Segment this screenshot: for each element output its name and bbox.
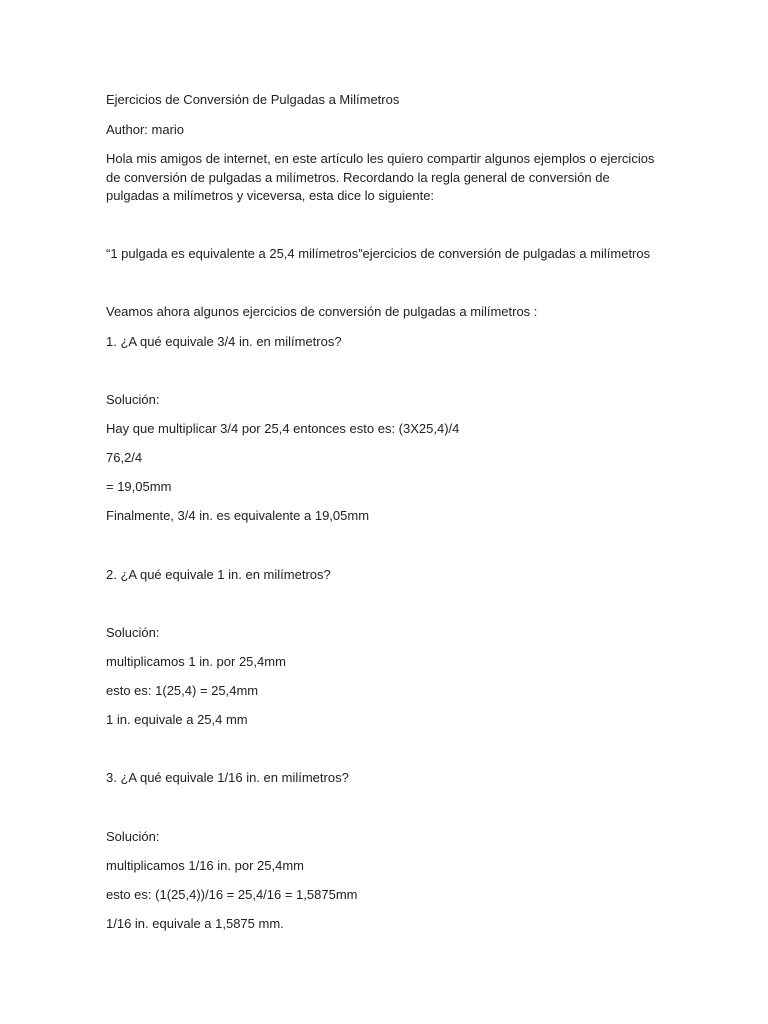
exercise-3-step: esto es: (1(25,4))/16 = 25,4/16 = 1,5875mm <box>106 887 358 902</box>
intro-paragraph: Hola mis amigos de internet, en este artículo les quiero compartir algunos ejemplos o ejercicios de conversión de pulgadas a milímetros. Recordando la regla general de conversión de pulgadas a milímetros y viceversa, esta dice lo siguiente: <box>106 151 655 203</box>
exercise-1-step: = 19,05mm <box>106 479 172 494</box>
exercise-2-step: multiplicamos 1 in. por 25,4mm <box>106 654 286 669</box>
exercise-1-solution-label: Solución: <box>106 392 160 407</box>
exercise-1-question: 1. ¿A qué equivale 3/4 in. en milímetros? <box>106 334 342 349</box>
exercise-3-step: 1/16 in. equivale a 1,5875 mm. <box>106 916 284 931</box>
exercise-2-step: 1 in. equivale a 25,4 mm <box>106 712 248 727</box>
document-title: Ejercicios de Conversión de Pulgadas a Milímetros <box>106 92 400 107</box>
exercise-2-question: 2. ¿A qué equivale 1 in. en milímetros? <box>106 567 331 582</box>
exercise-3-question: 3. ¿A qué equivale 1/16 in. en milímetros? <box>106 770 349 785</box>
lead-paragraph: Veamos ahora algunos ejercicios de conversión de pulgadas a milímetros : <box>106 304 538 319</box>
exercise-3-step: multiplicamos 1/16 in. por 25,4mm <box>106 858 304 873</box>
rule-statement: “1 pulgada es equivalente a 25,4 milímetros”ejercicios de conversión de pulgadas a milímetros <box>106 246 651 261</box>
exercise-2-step: esto es: 1(25,4) = 25,4mm <box>106 683 259 698</box>
exercise-3-solution-label: Solución: <box>106 829 160 844</box>
author-line: Author: mario <box>106 122 185 137</box>
exercise-1-step: Hay que multiplicar 3/4 por 25,4 entonces esto es: (3X25,4)/4 <box>106 421 460 436</box>
exercise-1-step: 76,2/4 <box>106 450 143 465</box>
exercise-2-solution-label: Solución: <box>106 625 160 640</box>
exercise-1-step: Finalmente, 3/4 in. es equivalente a 19,05mm <box>106 508 370 523</box>
